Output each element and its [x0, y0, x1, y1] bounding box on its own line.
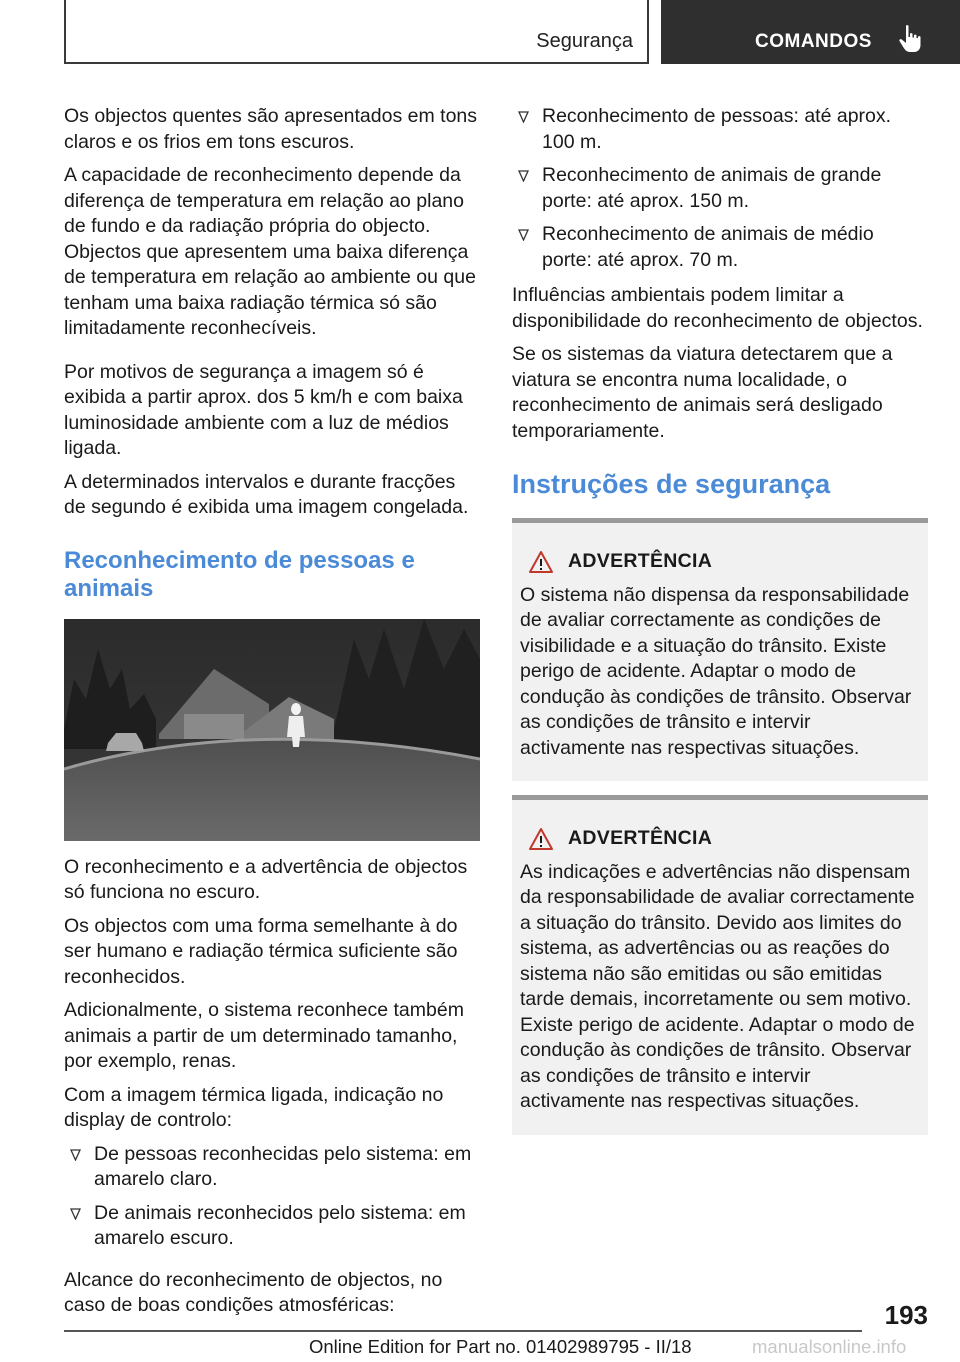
list-item — [64, 1201, 480, 1252]
list-item — [512, 163, 928, 214]
list-item — [64, 1142, 480, 1193]
watermark-text: manualsonline.info — [752, 1336, 907, 1357]
triangle-bullet-icon — [518, 170, 529, 182]
warning-triangle-icon — [528, 827, 554, 851]
warning-text: As indicações e advertências não dispensam da responsabilidade de avaliar correctamente a situação do trânsito. Devido aos limites do sistema, as advertências ou as reações do sistema não são emitidas ou são emitidas tarde demais, incorretamente ou sem motivo. Existe perigo de acidente. Adaptar o modo de condução às condições de trânsito. Observar as condições de trânsito e intervir activamente nas respectivas situações. — [520, 860, 915, 1112]
section-heading: Instruções de segurança — [512, 469, 831, 499]
warning-title-text: ADVERTÊNCIA — [568, 827, 713, 849]
triangle-bullet-icon — [518, 229, 529, 241]
right-column — [512, 104, 928, 1149]
list-item-text: Reconhecimento de animais de grande porte: até aprox. 150 m. — [542, 164, 882, 212]
hand-pointer-icon — [897, 24, 923, 56]
paragraph: A capacidade de reconhecimento depende da diferença de temperatura em relação ao plano de fundo e da radiação própria do objecto. Objectos que apresentem uma baixa diferença de temperatura em relação ao ambiente ou que tenham uma baixa radiação térmica só são limitadamente reconhecíveis. — [64, 164, 476, 339]
warning-title — [520, 549, 920, 575]
paragraph: Se os sistemas da viatura detectarem que a viatura se encontra numa localidade, o reconhecimento de animais será desligado temporariamente. — [512, 343, 893, 442]
paragraph: Adicionalmente, o sistema reconhece também animais a partir de um determinado tamanho, por exemplo, renas. — [64, 999, 464, 1072]
paragraph: Os objectos quentes são apresentados em tons claros e os frios em tons escuros. — [64, 105, 478, 153]
left-column — [64, 104, 480, 1327]
paragraph: O reconhecimento e a advertência de objectos só funciona no escuro. — [64, 855, 468, 903]
paragraph: Por motivos de segurança a imagem só é exibida a partir aprox. dos 5 km/h e com baixa luminosidade ambiente com a luz de médios ligada. — [64, 360, 463, 459]
list-item-text: De pessoas reconhecidas pelo sistema: em amarelo claro. — [94, 1142, 472, 1190]
warning-box — [512, 795, 928, 1135]
footer-divider — [64, 1330, 862, 1332]
triangle-bullet-icon — [70, 1208, 81, 1220]
list-item — [512, 104, 928, 155]
triangle-bullet-icon — [70, 1149, 81, 1161]
warning-triangle-icon — [528, 550, 554, 574]
chapter-title: COMANDOS — [755, 31, 872, 52]
bullet-list — [512, 104, 928, 273]
thermal-camera-image — [64, 619, 480, 841]
paragraph: Alcance do reconhecimento de objectos, no caso de boas condições atmosféricas: — [64, 1268, 443, 1316]
list-item-text: Reconhecimento de pessoas: até aprox. 100 m. — [542, 105, 892, 153]
list-item-text: Reconhecimento de animais de médio porte: até aprox. 70 m. — [542, 223, 874, 271]
paragraph: Com a imagem térmica ligada, indicação no display de controlo: — [64, 1083, 444, 1131]
section-heading: Reconhecimento de pessoas e animais — [64, 546, 415, 602]
header-chapter-box — [661, 0, 960, 64]
list-item — [512, 222, 928, 273]
paragraph: A determinados intervalos e durante fracções de segundo é exibida uma imagem congelada. — [64, 470, 469, 518]
triangle-bullet-icon — [518, 111, 529, 123]
paragraph: Os objectos com uma forma semelhante à do ser humano e radiação térmica suficiente são reconhecidos. — [64, 914, 458, 988]
section-title: Segurança — [536, 30, 633, 52]
bullet-list — [64, 1142, 480, 1252]
warning-box — [512, 518, 928, 781]
header-section-box — [64, 0, 649, 64]
warning-title — [520, 826, 920, 852]
page-number: 193 — [884, 1300, 928, 1330]
list-item-text: De animais reconhecidos pelo sistema: em amarelo escuro. — [94, 1201, 466, 1249]
warning-title-text: ADVERTÊNCIA — [568, 550, 713, 572]
paragraph: Influências ambientais podem limitar a disponibilidade do reconhecimento de objectos. — [512, 284, 923, 332]
warning-text: O sistema não dispensa da responsabilidade de avaliar correctamente as condições de visibilidade e a situação do trânsito. Existe perigo de acidente. Adaptar o modo de condução às condições de trânsito. Observar as condições de trânsito e intervir activamente nas respectivas situações. — [520, 583, 912, 759]
edition-text: Online Edition for Part no. 01402989795 - II/18 — [309, 1336, 692, 1357]
